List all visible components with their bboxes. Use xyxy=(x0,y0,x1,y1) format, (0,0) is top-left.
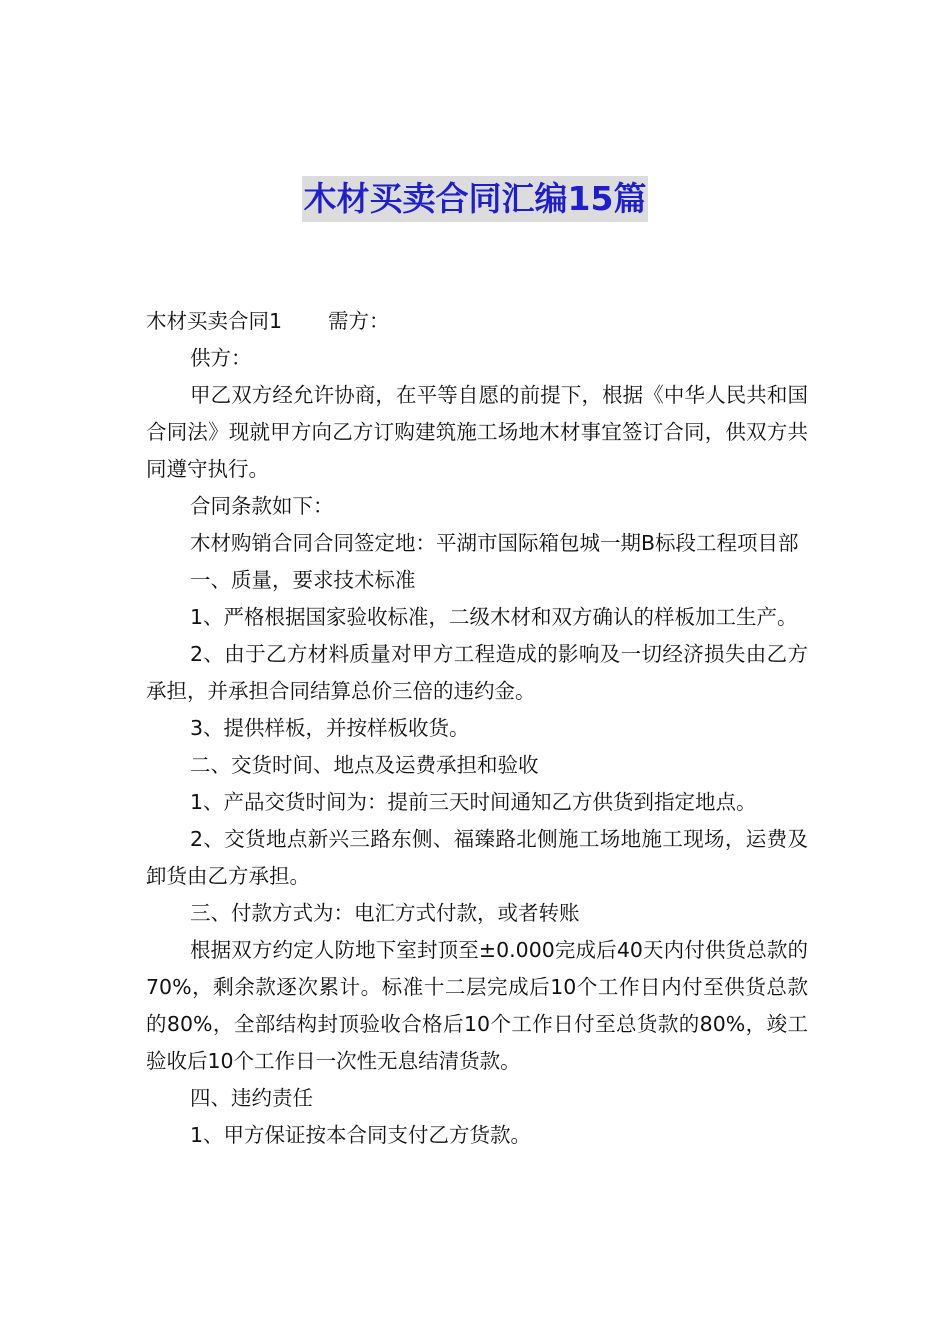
paragraph-signing-place: 木材购销合同合同签定地：平湖市国际箱包城一期B标段工程项目部 xyxy=(190,531,799,555)
section-liability-heading: 四、违约责任 xyxy=(190,1086,313,1110)
paragraph-terms-heading: 合同条款如下： xyxy=(190,494,334,518)
section-quality-heading: 一、质量，要求技术标准 xyxy=(190,568,416,592)
buyer-label: 需方： xyxy=(328,309,390,333)
contract-heading-line xyxy=(146,303,808,340)
paragraph-supplier: 供方： xyxy=(190,346,252,370)
document-title: 木材买卖合同汇编15篇 xyxy=(302,176,649,222)
quality-clause-3: 3、提供样板，并按样板收货。 xyxy=(190,716,470,740)
quality-clause-1: 1、严格根据国家验收标准，二级木材和双方确认的样板加工生产。 xyxy=(190,605,798,629)
liability-clause-1: 1、甲方保证按本合同支付乙方货款。 xyxy=(190,1123,532,1147)
title-container xyxy=(0,176,950,222)
document-body xyxy=(146,303,808,1154)
delivery-clause-1: 1、产品交货时间为：提前三天时间通知乙方供货到指定地点。 xyxy=(190,790,757,814)
paragraph-intro: 甲乙双方经允许协商，在平等自愿的前提下，根据《中华人民共和国合同法》现就甲方向乙方订购建筑施工场地木材事宜签订合同，供双方共同遵守执行。 xyxy=(146,383,808,481)
contract-heading: 木材买卖合同1 xyxy=(146,309,283,333)
section-payment-heading: 三、付款方式为：电汇方式付款，或者转账 xyxy=(190,901,580,925)
section-delivery-heading: 二、交货时间、地点及运费承担和验收 xyxy=(190,753,539,777)
delivery-clause-2: 2、交货地点新兴三路东侧、福臻路北侧施工场地施工现场，运费及卸货由乙方承担。 xyxy=(146,827,808,888)
quality-clause-2: 2、由于乙方材料质量对甲方工程造成的影响及一切经济损失由乙方承担，并承担合同结算总价三倍的违约金。 xyxy=(146,642,808,703)
payment-clause: 根据双方约定人防地下室封顶至±0.000完成后40天内付供货总款的70%，剩余款逐次累计。标准十二层完成后10个工作日内付至供货总款的80%，全部结构封顶验收合格后10个工作日付至总货款的80%，竣工验收后10个工作日一次性无息结清货款。 xyxy=(146,938,808,1073)
